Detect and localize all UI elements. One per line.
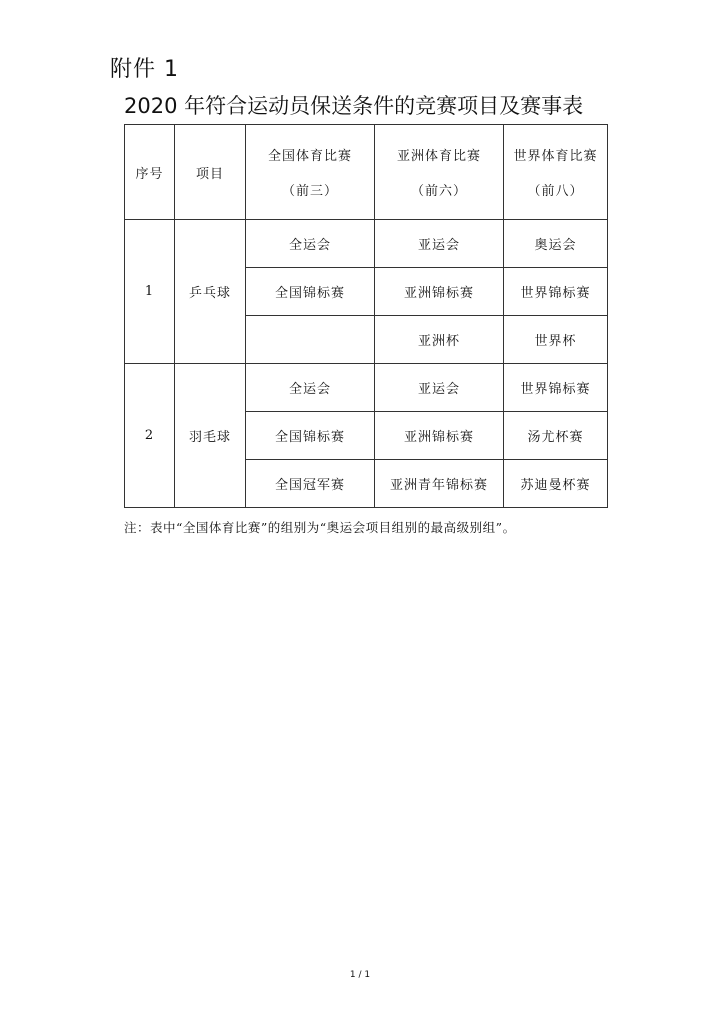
world-event: 世界杯 xyxy=(504,316,608,364)
asian-event: 亚洲青年锦标赛 xyxy=(375,460,504,508)
document-title: 2020 年符合运动员保送条件的竞赛项目及赛事表 xyxy=(124,94,584,118)
header-index: 序号 xyxy=(125,125,175,220)
group-sport: 乒乓球 xyxy=(175,220,246,364)
header-asian-name: 亚洲体育比赛 xyxy=(396,149,481,164)
world-event: 汤尤杯赛 xyxy=(504,412,608,460)
header-world-name: 世界体育比赛 xyxy=(513,149,598,164)
header-national xyxy=(246,125,375,220)
header-sport: 项目 xyxy=(175,125,246,220)
table-row xyxy=(125,364,608,412)
table-header-row xyxy=(125,125,608,220)
national-event: 全运会 xyxy=(246,364,375,412)
world-event: 奥运会 xyxy=(504,220,608,268)
events-table xyxy=(124,124,608,508)
group-sport: 羽毛球 xyxy=(175,364,246,508)
attachment-label: 附件 1 xyxy=(110,57,179,82)
world-event: 世界锦标赛 xyxy=(504,268,608,316)
national-event xyxy=(246,316,375,364)
national-event: 全运会 xyxy=(246,220,375,268)
world-event: 苏迪曼杯赛 xyxy=(504,460,608,508)
group-index: 1 xyxy=(125,220,175,364)
asian-event: 亚运会 xyxy=(375,364,504,412)
asian-event: 亚洲锦标赛 xyxy=(375,268,504,316)
national-event: 全国锦标赛 xyxy=(246,412,375,460)
header-world xyxy=(504,125,608,220)
table-row xyxy=(125,220,608,268)
asian-event: 亚洲杯 xyxy=(375,316,504,364)
national-event: 全国锦标赛 xyxy=(246,268,375,316)
asian-event: 亚运会 xyxy=(375,220,504,268)
national-event: 全国冠军赛 xyxy=(246,460,375,508)
header-national-rank: （前三） xyxy=(281,184,338,199)
group-index: 2 xyxy=(125,364,175,508)
page-number: 1 / 1 xyxy=(349,970,371,980)
table-note: 注：表中“全国体育比赛”的组别为“奥运会项目组别的最高级别组”。 xyxy=(124,520,516,535)
header-world-rank: （前八） xyxy=(527,184,584,199)
header-national-name: 全国体育比赛 xyxy=(267,149,352,164)
world-event: 世界锦标赛 xyxy=(504,364,608,412)
asian-event: 亚洲锦标赛 xyxy=(375,412,504,460)
header-asian xyxy=(375,125,504,220)
header-asian-rank: （前六） xyxy=(410,184,467,199)
